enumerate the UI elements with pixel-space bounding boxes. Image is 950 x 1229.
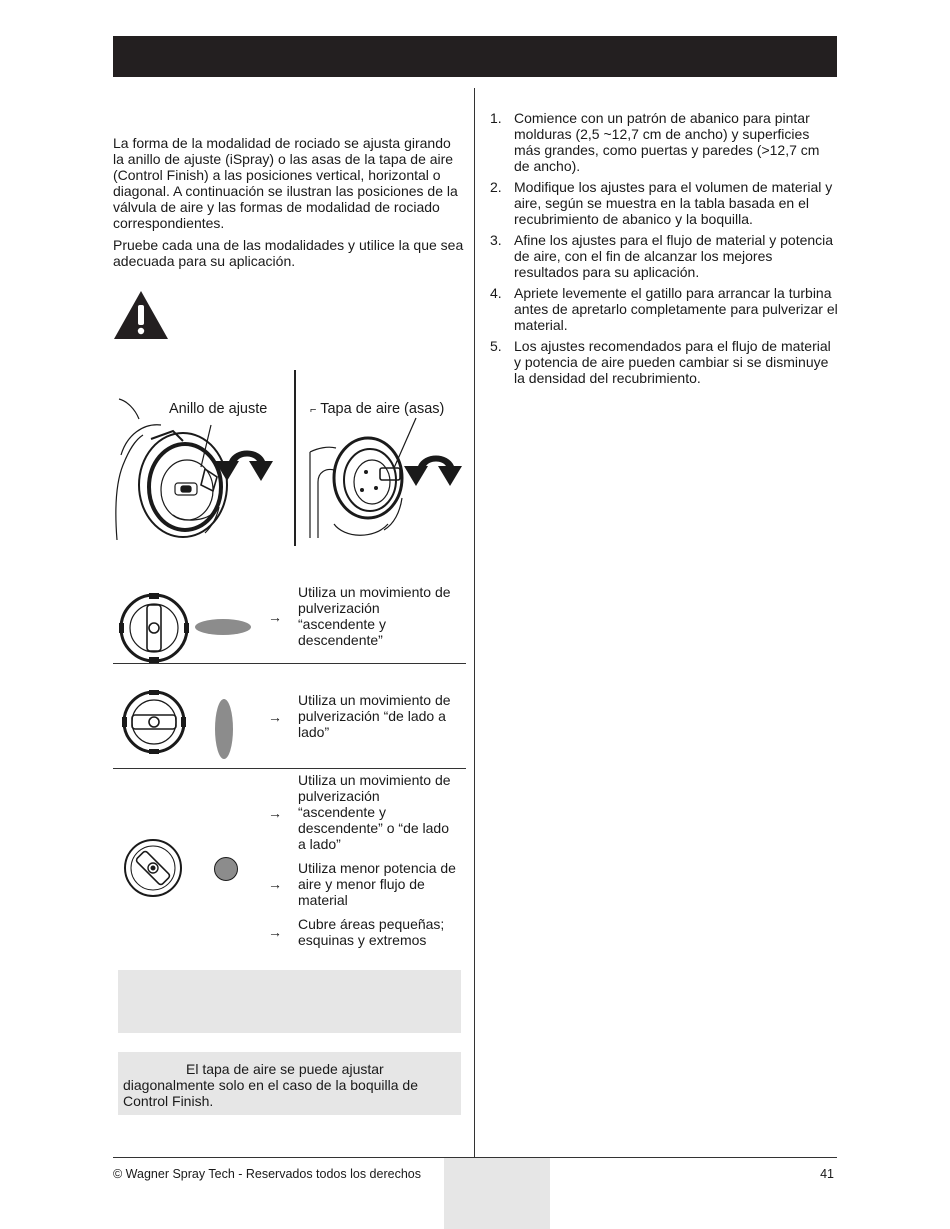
pattern-description: Utiliza un movimiento de pulverización “ascendente y descendente” o “de lado a lado”	[298, 772, 451, 852]
list-item	[488, 285, 838, 333]
list-item	[488, 232, 838, 280]
steps-list	[488, 110, 838, 391]
step-text: Modifique los ajustes para el volumen de material y aire, según se muestra en la tabla basada en el recubrimiento de abanico y la boquilla.	[514, 179, 833, 227]
list-item	[488, 338, 838, 386]
pattern-arrow-icon: →	[268, 876, 282, 892]
section-header-bar	[113, 36, 837, 77]
column-divider	[474, 88, 475, 1158]
pattern-arrow-icon: →	[268, 805, 282, 821]
round-spray-pattern	[213, 856, 239, 882]
air-cap-diagonal-icon	[123, 838, 183, 898]
figure-divider	[294, 370, 296, 546]
list-item	[488, 179, 838, 227]
list-item	[488, 110, 838, 174]
pattern-arrow-icon: →	[268, 924, 282, 940]
pattern-description: Cubre áreas pequeñas; esquinas y extremos	[298, 916, 445, 948]
horizontal-spray-pattern	[194, 618, 252, 636]
air-cap-label-text: Tapa de aire (asas)	[320, 401, 445, 417]
vertical-spray-pattern	[214, 698, 234, 760]
intro-paragraph-2: Pruebe cada una de las modalidades y utilice la que sea adecuada para su aplicación.	[113, 237, 464, 269]
step-number: 2.	[490, 179, 502, 195]
step-number: 3.	[490, 232, 502, 248]
step-number: 1.	[490, 110, 502, 126]
control-finish-nozzle-illustration	[304, 412, 470, 546]
pattern-description: Utiliza un movimiento de pulverización “de lado a lado”	[298, 692, 451, 740]
step-text: Los ajustes recomendados para el flujo de material y potencia de aire pueden cambiar si se disminuye la densidad del recubrimiento.	[514, 338, 831, 386]
page-number: 41	[820, 1167, 834, 1181]
ispray-nozzle-illustration	[113, 395, 285, 545]
pattern-description: Utiliza menor potencia de aire y menor flujo de material	[298, 860, 456, 908]
adjustment-ring-label: Anillo de ajuste	[169, 401, 268, 417]
pattern-description: Utiliza un movimiento de pulverización “ascendente y descendente”	[298, 584, 451, 648]
footer-tab	[444, 1158, 550, 1229]
note-text: El tapa de aire se puede ajustar diagonalmente solo en el caso de la boquilla de Control Finish.	[123, 1061, 418, 1109]
pattern-arrow-icon: →	[268, 709, 282, 725]
leader-line-icon: ⌐	[310, 404, 317, 416]
table-row-divider	[113, 768, 466, 769]
intro-paragraph-1: La forma de la modalidad de rociado se ajusta girando la anillo de ajuste (iSpray) o las asas de la tapa de aire (Control Finish) a las posiciones vertical, horizontal o diagonal. A continuación se ilustran las posiciones de la válvula de aire y las formas de modalidad de rociado correspondientes.	[113, 135, 458, 231]
footer-copyright: © Wagner Spray Tech - Reservados todos los derechos	[113, 1167, 421, 1181]
step-text: Afine los ajustes para el flujo de material y potencia de aire, con el fin de alcanzar los mejores resultados para su aplicación.	[514, 232, 834, 280]
air-cap-vertical-icon	[119, 593, 189, 663]
step-number: 4.	[490, 285, 502, 301]
empty-note-box	[118, 970, 461, 1033]
warning-icon	[112, 289, 170, 341]
pattern-arrow-icon: →	[268, 609, 282, 625]
air-cap-horizontal-icon	[122, 690, 186, 754]
table-row-divider	[113, 663, 466, 664]
step-number: 5.	[490, 338, 502, 354]
step-text: Comience con un patrón de abanico para pintar molduras (2,5 ~12,7 cm de ancho) y superficies más grandes, como puertas y paredes (>12,7 cm de ancho).	[514, 110, 820, 174]
step-text: Apriete levemente el gatillo para arrancar la turbina antes de apretarlo completamente para pulverizar el material.	[514, 285, 838, 333]
